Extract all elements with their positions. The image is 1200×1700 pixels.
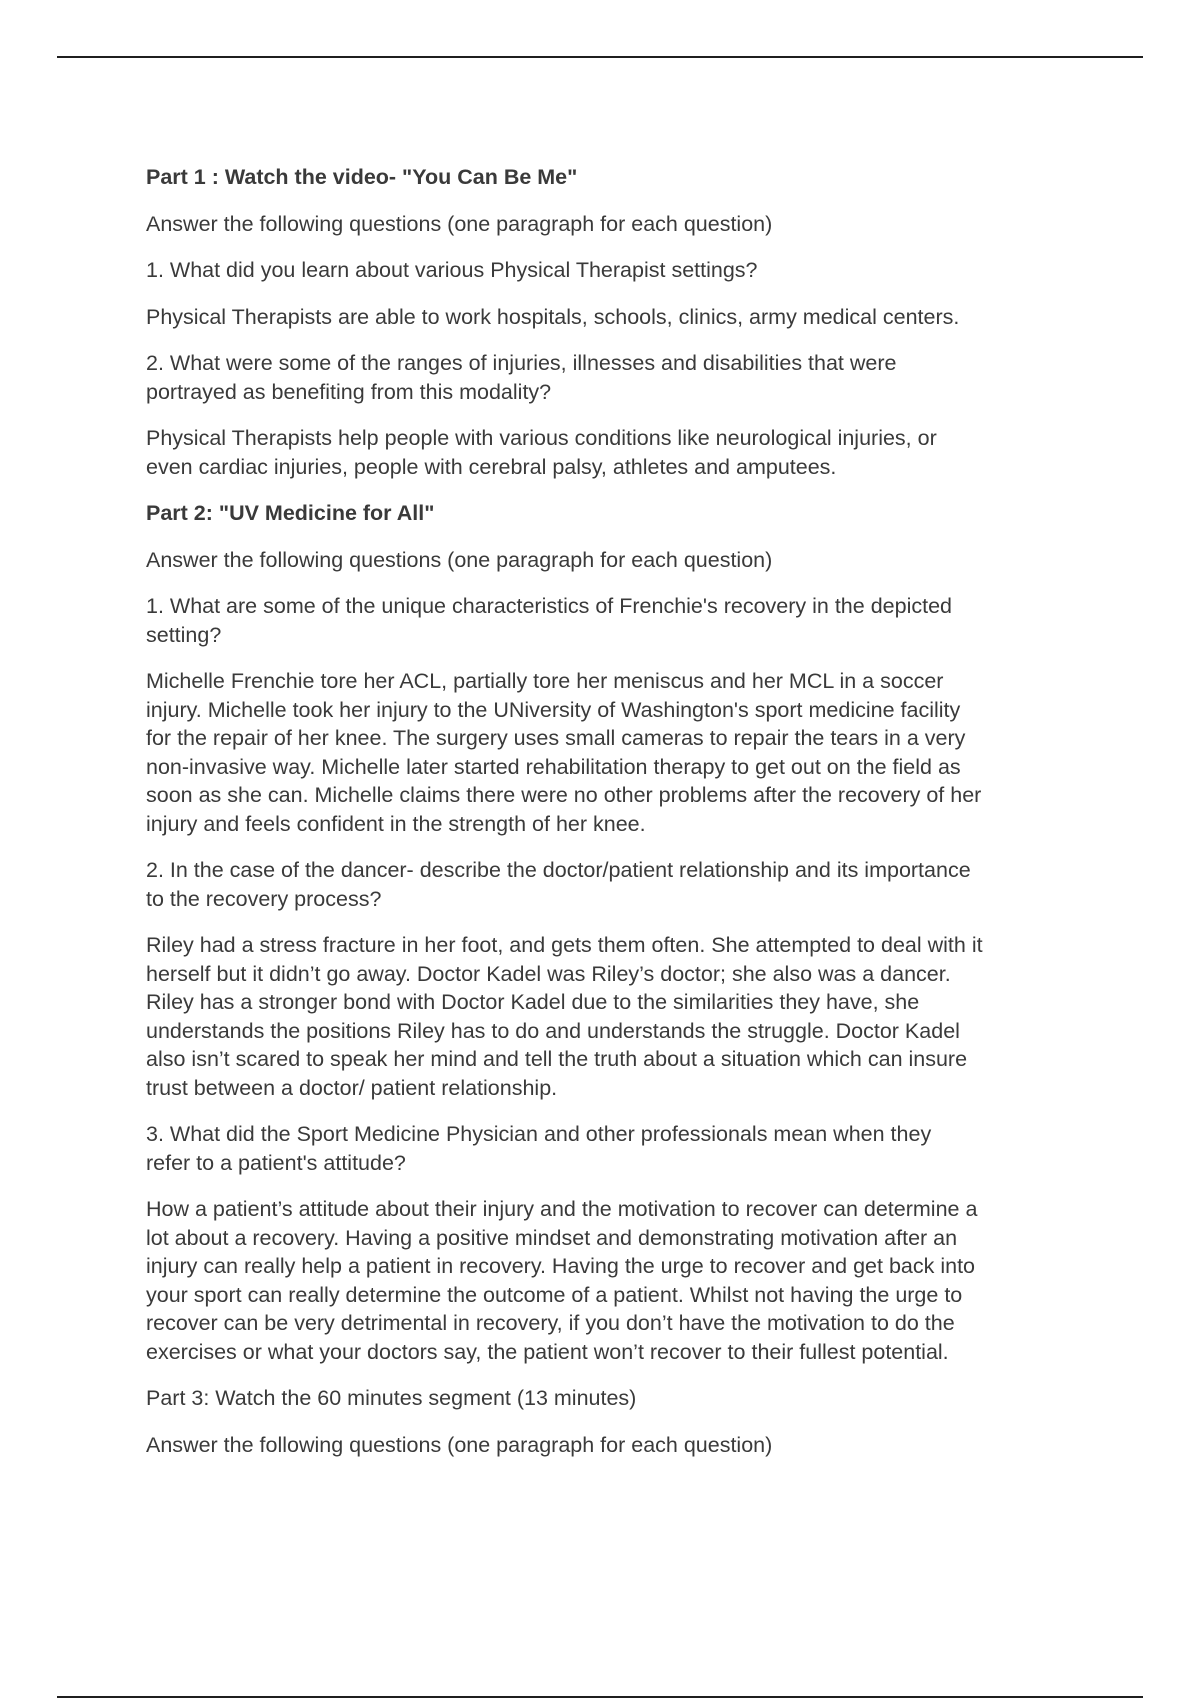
part2-question-3: 3. What did the Sport Medicine Physician and other professionals mean when they refer to a patient's attitude? [146,1122,932,1175]
part2-instruction: Answer the following questions (one paragraph for each question) [146,547,773,572]
part3-heading: Part 3: Watch the 60 minutes segment (13 minutes) [146,1386,637,1410]
part1-answer-2: Physical Therapists help people with various conditions like neurological injuries, or even cardiac injuries, people with cerebral palsy, athletes and amputees. [146,426,937,479]
part1-question-2: 2. What were some of the ranges of injuries, illnesses and disabilities that were portrayed as benefiting from this modality? [146,351,897,404]
part2-heading: Part 2: "UV Medicine for All" [146,501,435,525]
part1-answer-1: Physical Therapists are able to work hospitals, schools, clinics, army medical centers. [146,304,960,329]
part2-question-1: 1. What are some of the unique characteristics of Frenchie's recovery in the depicted setting? [146,594,952,647]
top-rule [57,56,1143,58]
bottom-rule [57,1696,1143,1698]
part2-question-2: 2. In the case of the dancer- describe the doctor/patient relationship and its importance to the recovery process? [146,858,971,911]
part2-answer-2: Riley had a stress fracture in her foot, and gets them often. She attempted to deal with it herself but it didn’t go away. Doctor Kadel was Riley’s doctor; she also was a dancer. Riley has a stronger bond with Doctor Kadel due to the similarities they have, she understands the positions Riley has to do and understands the struggle. Doctor Kadel also isn’t scared to speak her mind and tell the truth about a situation which can insure trust between a doctor/ patient relationship. [146,933,983,1100]
document-body [146,163,1086,1477]
part2-answer-1: Michelle Frenchie tore her ACL, partially tore her meniscus and her MCL in a soccer injury. Michelle took her injury to the UNiversity of Washington's sport medicine facility for the repair of her knee. The surgery uses small cameras to repair the tears in a very non-invasive way. Michelle later started rehabilitation therapy to get out on the field as soon as she can. Michelle claims there were no other problems after the recovery of her injury and feels confident in the strength of her knee. [146,669,982,836]
part1-instruction: Answer the following questions (one paragraph for each question) [146,211,773,236]
part1-heading: Part 1 : Watch the video- "You Can Be Me" [146,165,578,189]
part3-instruction: Answer the following questions (one paragraph for each question) [146,1432,773,1457]
part2-answer-3: How a patient’s attitude about their injury and the motivation to recover can determine a lot about a recovery. Having a positive mindset and demonstrating motivation after an injury can really help a patient in recovery. Having the urge to recover and get back into your sport can really determine the outcome of a patient. Whilst not having the urge to recover can be very detrimental in recovery, if you don’t have the motivation to do the exercises or what your doctors say, the patient won’t recover to their fullest potential. [146,1197,978,1364]
part1-question-1: 1. What did you learn about various Physical Therapist settings? [146,258,758,282]
